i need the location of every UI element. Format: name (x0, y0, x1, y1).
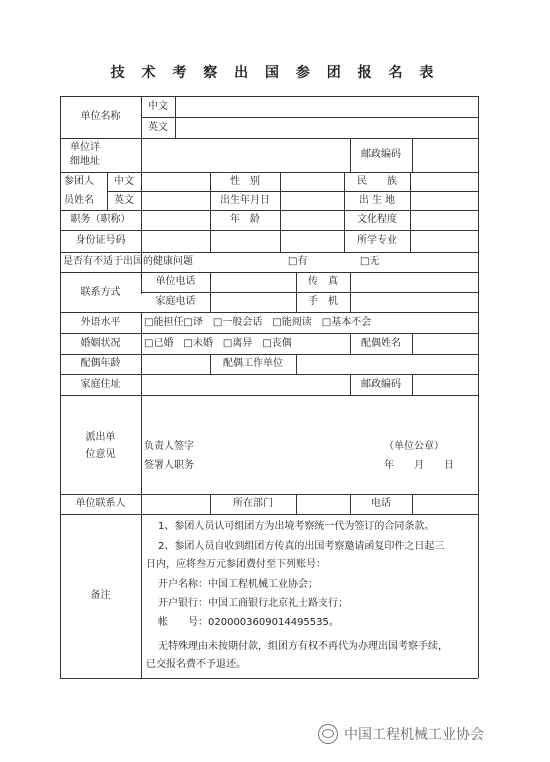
label-signer-title: 签署人职务 (144, 460, 194, 471)
label-gender: 性 别 (230, 176, 260, 187)
label-health-question: 是否有不适于出国的健康问题 (63, 256, 193, 267)
label-address-1: 单位详 (70, 142, 100, 153)
row-line (60, 514, 478, 515)
label-english: 英文 (148, 122, 168, 133)
label-spouse-age: 配偶年龄 (80, 358, 121, 369)
marital-options[interactable]: □已婚 □未婚 □离异 □丧偶 (144, 338, 292, 349)
col-line (410, 172, 411, 252)
row-line (60, 333, 478, 334)
row-line (141, 117, 478, 118)
label-home-address: 家庭住址 (80, 379, 121, 390)
label-birth-date: 出生年月日 (220, 195, 270, 206)
checkbox-health-yes[interactable]: □有 (288, 256, 308, 267)
label-fax: 传 真 (308, 276, 338, 287)
row-line (60, 494, 478, 495)
note-line-8: 已交报名费不予退还。 (146, 659, 246, 670)
col-line (210, 272, 211, 312)
col-line (141, 494, 142, 514)
checkbox-health-no[interactable]: □无 (360, 256, 380, 267)
label-member-name-2: 员姓名 (64, 195, 94, 206)
label-unit-name: 单位名称 (80, 111, 121, 122)
col-line (141, 354, 142, 374)
col-line (412, 333, 413, 354)
col-line (175, 96, 176, 138)
label-education: 文化程度 (357, 214, 397, 225)
language-options[interactable]: □能担任□译 □一般会话 □能阅读 □基本不会 (144, 317, 372, 328)
form-title: 技 术 考 察 出 国 参 团 报 名 表 (110, 65, 440, 81)
note-line-2: 2、参团人员自收到组团方传真的出国考察邀请函复印件之日起三 (158, 541, 445, 552)
note-line-1: 1、参团人员认可组团方为出境考察统一代为签订的合同条款。 (158, 521, 435, 532)
row-line (60, 272, 478, 273)
note-line-4: 开户名称：中国工程机械工业协会； (158, 579, 318, 590)
row-line (141, 292, 478, 293)
note-line-3: 日内，应将叁万元参团费付至下列账号： (146, 559, 326, 570)
col-line (350, 272, 351, 312)
label-chinese-2: 中文 (114, 176, 134, 187)
col-line (141, 138, 142, 172)
note-line-7: 无特殊理由未按期付款，组团方有权不再代为办理出国考察手续， (158, 641, 448, 652)
col-line (296, 494, 297, 514)
label-dispatch-2: 位意见 (85, 449, 116, 460)
row-line (60, 138, 478, 139)
label-postcode: 邮政编码 (361, 149, 401, 160)
label-age: 年 龄 (230, 214, 260, 225)
note-line-5: 开户银行：中国工商银行北京礼士路支行； (158, 598, 348, 609)
row-line (60, 354, 478, 355)
row-line (60, 374, 478, 375)
label-home-phone: 家庭电话 (155, 296, 196, 307)
label-contact: 联系方式 (80, 287, 121, 298)
label-birth-place: 出 生 地 (358, 195, 396, 206)
row-line (60, 312, 478, 313)
label-seal: （单位公章） (384, 441, 444, 452)
watermark-text: 中国工程机械工业协会 (344, 727, 484, 743)
label-signer: 负责人签字 (144, 441, 194, 452)
label-major: 所学专业 (357, 235, 397, 246)
table-border-right (478, 96, 479, 678)
label-home-postcode: 邮政编码 (361, 379, 401, 390)
col-line (412, 374, 413, 395)
col-line (296, 354, 297, 374)
label-id-number: 身份证号码 (75, 235, 126, 246)
row-line (60, 395, 478, 396)
table-border-bottom (60, 678, 478, 679)
row-line (60, 252, 478, 253)
wechat-icon (318, 724, 338, 744)
label-dept: 所在部门 (233, 498, 273, 509)
col-line (280, 172, 281, 252)
table-border-top (60, 96, 478, 97)
label-mobile: 手 机 (308, 296, 338, 307)
label-chinese: 中文 (148, 101, 168, 112)
label-tel: 电话 (371, 498, 391, 509)
label-ethnicity: 民 族 (357, 176, 397, 187)
col-line (141, 312, 142, 354)
label-remarks: 备注 (90, 590, 111, 601)
col-line (141, 395, 142, 494)
col-line (141, 374, 142, 395)
label-english-2: 英文 (114, 195, 134, 206)
label-unit-contact: 单位联系人 (75, 498, 126, 509)
label-language: 外语水平 (80, 317, 121, 328)
watermark (318, 724, 484, 744)
col-line (141, 514, 142, 678)
label-spouse-work: 配偶工作单位 (223, 358, 283, 369)
note-line-6: 帐 号：0200003609014495535。 (158, 617, 339, 628)
col-line (412, 494, 413, 514)
label-work-phone: 单位电话 (155, 276, 196, 287)
row-line (60, 210, 478, 211)
row-line (60, 172, 478, 173)
row-line (107, 191, 478, 192)
label-marital: 婚姻状况 (80, 338, 121, 349)
label-member-name-1: 参团人 (64, 176, 94, 187)
col-line (412, 138, 413, 172)
label-dispatch-1: 派出单 (85, 432, 116, 443)
label-spouse-name: 配偶姓名 (361, 338, 401, 349)
label-position: 职务（职称） (70, 214, 131, 225)
row-line (60, 230, 478, 231)
label-date: 年 月 日 (384, 460, 454, 471)
label-address-2: 细地址 (70, 156, 100, 167)
